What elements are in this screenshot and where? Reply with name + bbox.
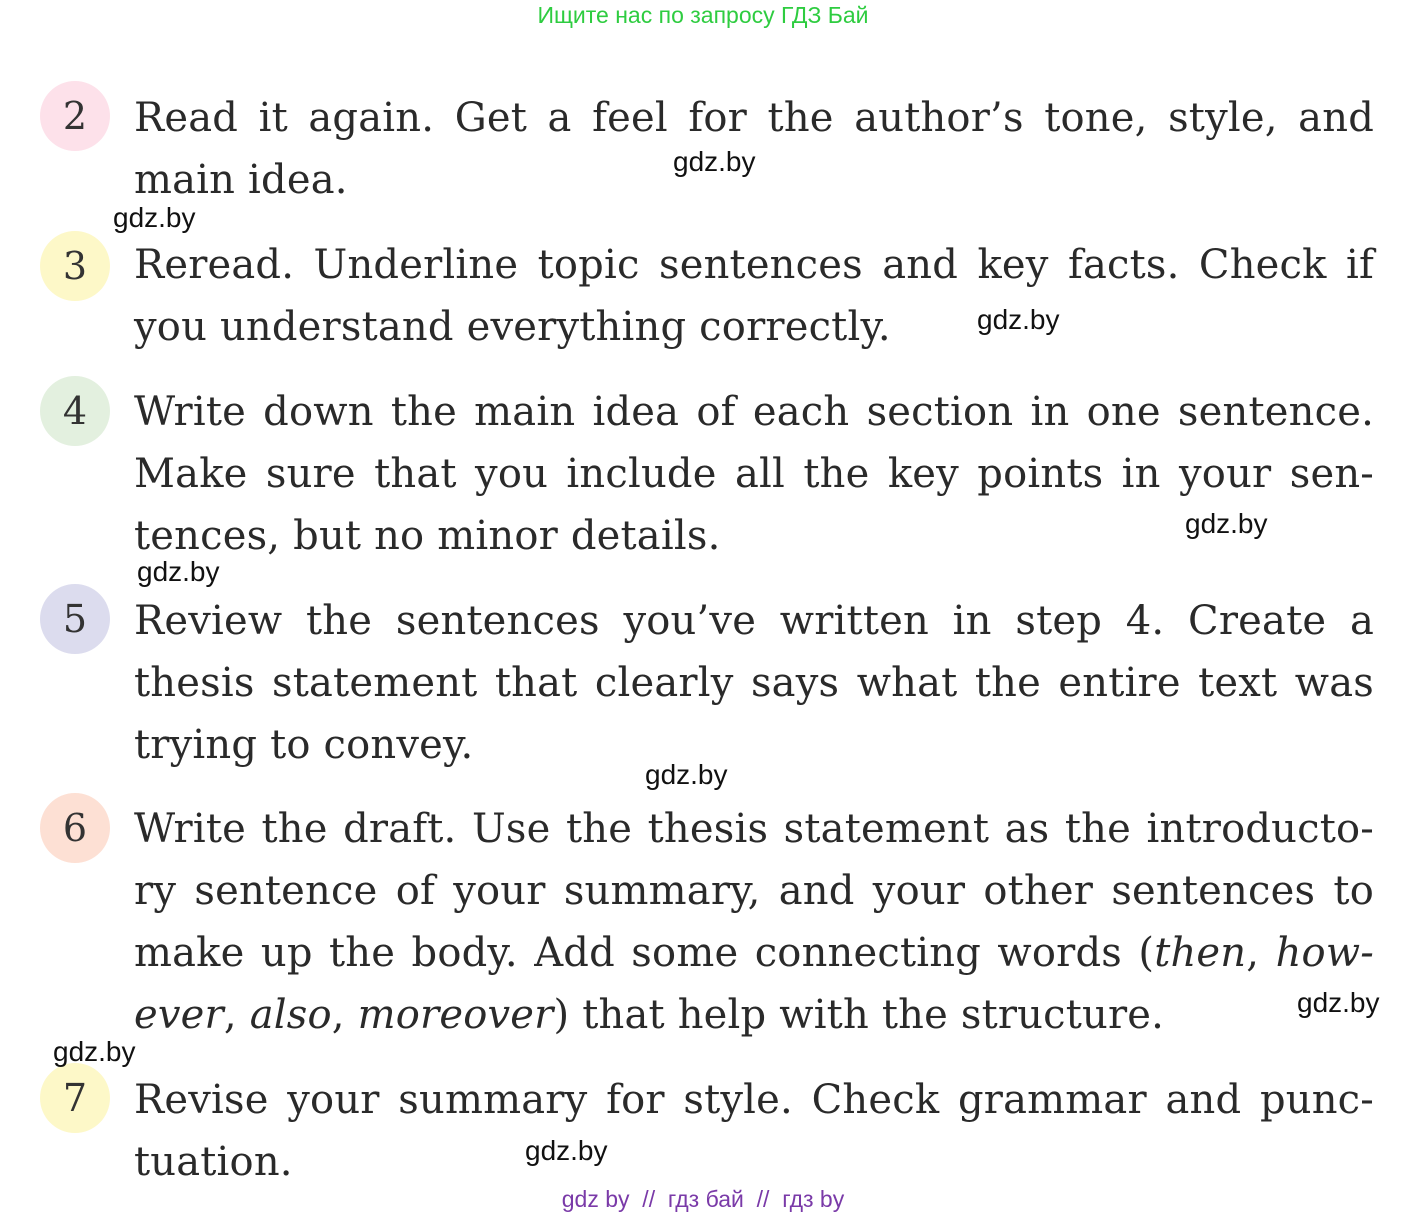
step-number-3: 3 — [40, 231, 110, 301]
step-6-separator: , — [223, 992, 250, 1038]
step-text-3 — [134, 234, 1374, 358]
step-6-line-3 — [134, 922, 1374, 984]
step-6-separator: , — [1246, 930, 1276, 976]
step-6-line-2: ry sentence of your summary, and your other sentences to — [134, 868, 1374, 914]
step-6-word-also: also — [249, 992, 332, 1038]
watermark: gdz.by — [977, 304, 1060, 335]
watermark: gdz.by — [113, 202, 196, 233]
step-text-5 — [134, 590, 1374, 776]
step-4-line-2: Make sure that you include all the key points in your sen- — [134, 451, 1374, 497]
watermark: gdz.by — [525, 1135, 608, 1166]
step-4-line-1: Write down the main idea of each section in one sentence. — [134, 389, 1374, 435]
watermark: gdz.by — [53, 1036, 136, 1067]
step-number-4: 4 — [40, 376, 110, 446]
bottom-banner: gdz by // гдз бай // гдз by — [561, 1186, 845, 1212]
watermark: gdz.by — [1185, 508, 1268, 539]
step-5-line-2: thesis statement that clearly says what the entire text was — [134, 660, 1374, 706]
step-6-line-4 — [134, 984, 1374, 1046]
step-6-line-3-text: make up the body. Add some connecting words ( — [134, 930, 1155, 976]
watermark: gdz.by — [673, 146, 756, 177]
step-number-7: 7 — [40, 1063, 110, 1133]
step-number-6: 6 — [40, 793, 110, 863]
step-6-line-4-text: ) that help with the structure. — [553, 992, 1165, 1038]
step-7-line-1: Revise your summary for style. Check grammar and punc- — [134, 1077, 1374, 1123]
watermark: gdz.by — [645, 759, 728, 790]
step-6-word-ever: ever — [134, 992, 224, 1038]
step-2-line-2: main idea. — [134, 157, 348, 203]
step-6-separator: , — [331, 992, 358, 1038]
step-6-word-how: how- — [1275, 930, 1374, 976]
step-2-line-1: Read it again. Get a feel for the author’s tone, style, and — [134, 95, 1374, 141]
watermark: gdz.by — [137, 556, 220, 587]
step-text-6 — [134, 798, 1374, 1046]
step-5-line-3: trying to convey. — [134, 722, 474, 768]
step-6-word-then: then — [1154, 930, 1247, 976]
watermark: gdz.by — [1297, 987, 1380, 1018]
step-5-line-1: Review the sentences you’ve written in step 4. Create a — [134, 598, 1374, 644]
step-3-line-1: Reread. Underline topic sentences and key facts. Check if — [134, 242, 1374, 288]
step-6-line-1: Write the draft. Use the thesis statement as the introducto- — [134, 806, 1374, 852]
step-4-line-3: tences, but no minor details. — [134, 513, 721, 559]
step-text-7 — [134, 1069, 1374, 1193]
step-7-line-2: tuation. — [134, 1139, 293, 1185]
step-number-2: 2 — [40, 81, 110, 151]
top-banner: Ищите нас по запросу ГДЗ Бай — [537, 2, 869, 28]
step-6-word-moreover: moreover — [357, 992, 554, 1038]
step-3-line-2: you understand everything correctly. — [134, 304, 891, 350]
step-number-5: 5 — [40, 584, 110, 654]
